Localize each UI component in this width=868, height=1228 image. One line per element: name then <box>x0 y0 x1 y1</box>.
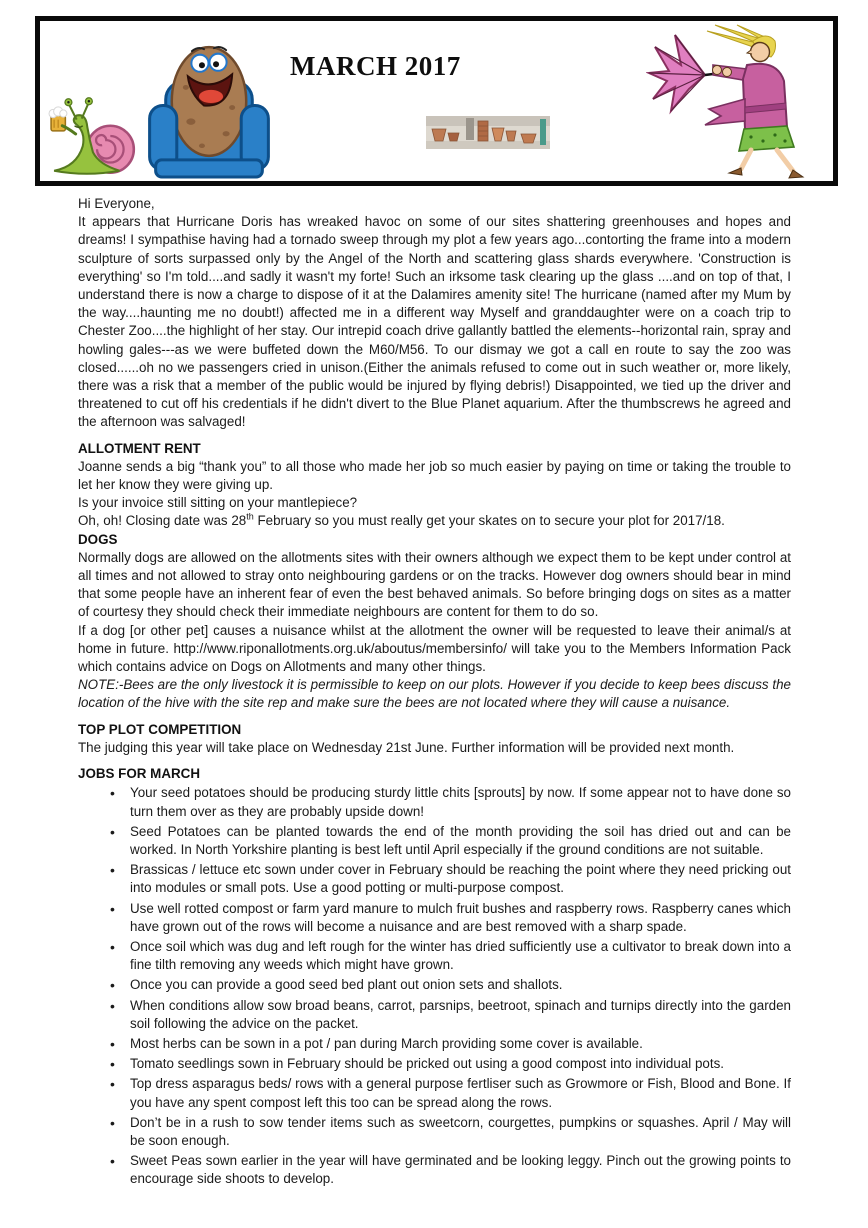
potato-armchair-cartoon-icon <box>143 25 275 181</box>
jobs-list-item: • Use well rotted compost or farm yard manure to mulch fruit bushes and raspberry rows. Raspberry canes which have grown out of the rows will become a nuisance and are best removed with a sharp spade. <box>130 900 791 936</box>
terracotta-pots-photo <box>426 116 550 149</box>
jobs-list-item: • Once you can provide a good seed bed plant out onion sets and shallots. <box>130 976 791 994</box>
jobs-list-item: • Once soil which was dug and left rough for the winter has dried sufficiently use a cultivator to break down into a fine tilth removing any weeds which might have grown. <box>130 938 791 974</box>
rent-paragraph-1: Joanne sends a big “thank you” to all those who made her job so much easier by paying on time or taking the trouble to let her know they were giving up. <box>78 458 791 493</box>
newsletter-body <box>78 195 791 1191</box>
rent-closing-text: Oh, oh! Closing date was 28 <box>78 513 247 529</box>
top-plot-paragraph: The judging this year will take place on Wednesday 21st June. Further information will be provided next month. <box>78 739 735 755</box>
jobs-list-item: • Top dress asparagus beds/ rows with a general purpose fertliser such as Growmore or Fish, Blood and Bone. If you have any spent compost left this too can be spread along the rows. <box>130 1075 791 1111</box>
windblown-woman-cartoon-icon <box>646 23 808 181</box>
dogs-paragraph-1: Normally dogs are allowed on the allotments sites with their owners although we expect them to be kept under control at all times and not allowed to stray onto neighbouring gardens or on the tracks. However dog owners should bear in mind that some people have an inherent fear of even the best behaved animals. So before bringing dogs on sites as a matter of courtesy they should check their immediate neighbours are content for them to do so. <box>78 549 791 620</box>
jobs-list-item: • Seed Potatoes can be planted towards the end of the month providing the soil has dried out and can be worked. In North Yorkshire planting is best left until April especially if the ground conditions are not suitable. <box>130 823 791 859</box>
ordinal-suffix: th <box>246 511 254 522</box>
bees-note-paragraph: NOTE:-Bees are the only livestock it is permissible to keep on our plots. However if you decide to keep bees discuss the location of the hive with the site rep and make sure the bees are not located where they will cause a nuisance. <box>78 677 791 711</box>
rent-paragraph-3 <box>78 512 791 530</box>
section-heading-dogs: DOGS <box>78 531 118 547</box>
jobs-list-item: • Don’t be in a rush to sow tender items such as sweetcorn, courgettes, pumpkins or squashes. April / May will be soon enough. <box>130 1114 791 1150</box>
jobs-list-item: • When conditions allow sow broad beans, carrot, parsnips, beetroot, spinach and turnips directly into the garden soil following the advice on the packet. <box>130 997 791 1033</box>
dogs-paragraph-2: If a dog [or other pet] causes a nuisance whilst at the allotment the owner will be requested to leave their animal/s at home in future. http://www.riponallotments.org.uk/aboutus/membersinfo/ will take you to the Members Information Pack which contains advice on Dogs on Allotments and many other things. <box>78 622 791 675</box>
intro-paragraph: It appears that Hurricane Doris has wreaked havoc on some of our sites shattering greenhouses and hopes and dreams! I sympathise having had a tornado sweep through my plot a few years ago...contorting the frame into a modern sculpture of sorts surpassed only by the Angel of the North and scattering glass shards everywhere. 'Construction is everything' so I'm told....and sadly it wasn't my forte! Such an irksome task clearing up the glass ....and on top of that, I understand there is now a charge to dispose of it at the Dalamires amenity site! The hurricane (named after my Mum by the way....haunting me no doubt!) affected me in a different way Myself and granddaughter were on a coach trip to Chester Zoo....the highlight of her stay. Our intrepid coach drive gallantly battled the elements--horizontal rain, spray and howling gales---as we were buffeted down the M60/M56. To our dismay we got a call en route to say the zoo was closed......oh no we passengers cried in unison.(Either the animals refused to come out in such weather or, more likely, there was a risk that a member of the public would be injured by flying debris!) Disappointed, we tied up the driver and threatened to cut off his credentials if he didn't divert to the Blue Planet aquarium. After the thumbscrews he agreed and the afternoon was salvaged! <box>78 214 791 430</box>
jobs-list-item: • Your seed potatoes should be producing sturdy little chits [sprouts] by now. If some appear not to have done so turn them over as they are probably upside down! <box>130 784 791 820</box>
rent-closing-text-rest: February so you must really get your skates on to secure your plot for 2017/18. <box>253 513 725 529</box>
jobs-list-item: • Tomato seedlings sown in February should be pricked out using a good compost into individual pots. <box>130 1055 791 1073</box>
newsletter-header-box <box>35 16 838 186</box>
jobs-list-item: • Most herbs can be sown in a pot / pan during March providing some cover is available. <box>130 1035 791 1053</box>
snail-beer-cartoon-icon <box>48 95 142 179</box>
rent-paragraph-2: Is your invoice still sitting on your mantlepiece? <box>78 495 358 511</box>
greeting-line: Hi Everyone, <box>78 196 155 211</box>
jobs-bullet-list <box>78 784 791 1188</box>
page-title: MARCH 2017 <box>290 51 461 81</box>
jobs-list-item: • Brassicas / lettuce etc sown under cover in February should be reaching the point where they need pricking out into modules or small pots. Use a good potting or multi-purpose compost. <box>130 861 791 897</box>
jobs-list-item: • Sweet Peas sown earlier in the year will have germinated and be looking leggy. Pinch out the growing points to encourage side shoots to develop. <box>130 1152 791 1188</box>
section-heading-jobs: JOBS FOR MARCH <box>78 766 201 782</box>
section-heading-top-plot: TOP PLOT COMPETITION <box>78 721 242 737</box>
section-heading-allotment-rent: ALLOTMENT RENT <box>78 440 201 456</box>
